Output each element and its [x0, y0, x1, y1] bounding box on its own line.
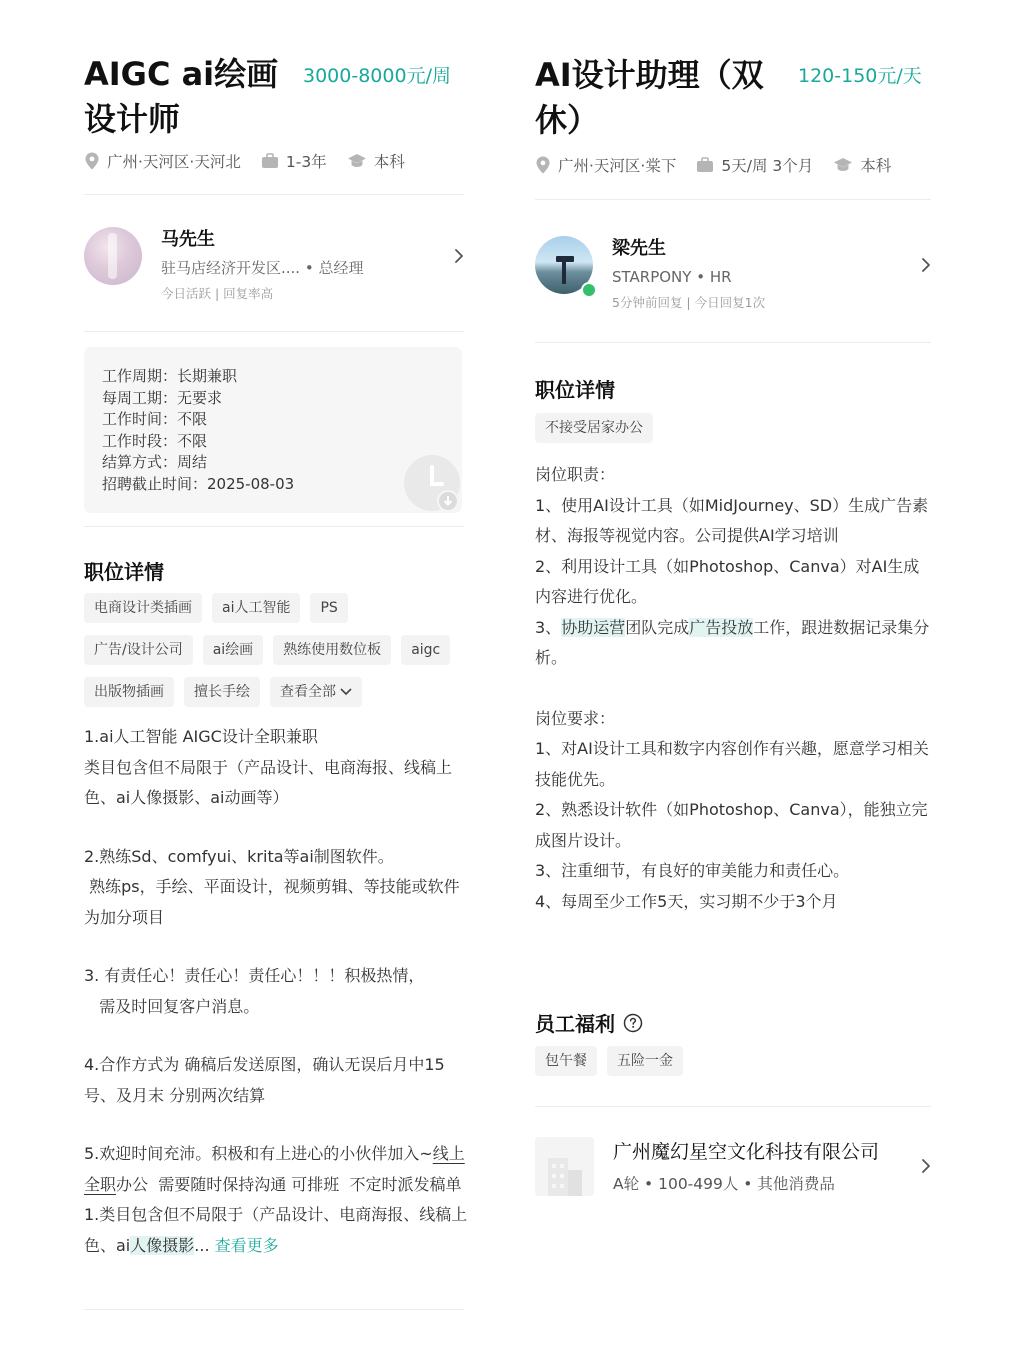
- chevron-down-icon: [340, 688, 352, 696]
- desc-line: 熟练ps，手绘、平面设计，视频剪辑、等技能或软件为加分项目: [84, 877, 460, 927]
- job-title-line2: 休）: [535, 101, 600, 139]
- recruiter-company-role: STARPONY • HR: [612, 268, 732, 286]
- see-all-tags-button[interactable]: [270, 677, 362, 707]
- tag: ai人工智能: [212, 593, 300, 623]
- tag: 广告/设计公司: [84, 635, 193, 665]
- chevron-right-icon[interactable]: [921, 257, 931, 273]
- job-meta: [84, 150, 425, 172]
- job-description: [84, 722, 468, 1261]
- education-text: 本科: [860, 157, 892, 175]
- info-row: 招聘截止时间：2025-08-03: [102, 474, 295, 493]
- highlight-text: 协助运营: [561, 617, 626, 637]
- info-row: 工作周期：长期兼职: [102, 367, 238, 385]
- divider: [535, 199, 931, 200]
- highlight-text: 人像摄影: [130, 1235, 195, 1255]
- job-description: [535, 460, 931, 917]
- skill-tags: [84, 593, 468, 719]
- desc-line: 4.合作方式为 确稿后发送原图，确认无误后月中15号、及月末 分别两次结算: [84, 1055, 445, 1105]
- tag: 五险一金: [607, 1046, 683, 1076]
- highlight-text: 广告投放: [689, 617, 754, 637]
- job-meta: [535, 154, 911, 176]
- briefcase-icon: [261, 153, 279, 169]
- desc-line: 3、协助运营团队完成广告投放工作，跟进数据记录集分析。: [535, 617, 930, 667]
- avatar: [535, 236, 593, 294]
- recruiter-name: 梁先生: [612, 238, 666, 259]
- location-text: 广州·天河区·棠下: [558, 157, 677, 175]
- company-info: A轮 • 100-499人 • 其他消费品: [613, 1175, 835, 1193]
- tag: 不接受居家办公: [535, 413, 653, 443]
- education-text: 本科: [373, 153, 405, 171]
- job-title: [535, 53, 764, 143]
- section-title: 职位详情: [84, 560, 164, 584]
- recruiter-name: 马先生: [161, 229, 215, 250]
- divider: [535, 342, 931, 343]
- building-icon: [542, 1152, 588, 1196]
- section-title: 职位详情: [535, 378, 615, 402]
- desc-line: 1.ai人工智能 AIGC设计全职兼职: [84, 727, 318, 746]
- info-row: 工作时段：不限: [102, 431, 208, 450]
- tag: 出版物插画: [84, 677, 174, 707]
- desc-line: 1.类目包含但不局限于（产品设计、电商海报、线稿上色、ai人像摄影... 查看更多: [84, 1205, 468, 1255]
- benefits-section-title: [535, 1008, 643, 1037]
- help-icon[interactable]: [623, 1013, 643, 1033]
- desc-line: 2、熟悉设计软件（如Photoshop、Canva），能独立完成图片设计。: [535, 800, 928, 850]
- experience-text: 1-3年: [285, 153, 327, 171]
- salary: 120-150元/天: [798, 65, 922, 87]
- divider: [535, 1106, 931, 1107]
- desc-line: 3. 有责任心！责任心！责任心！！！积极热情，: [84, 966, 425, 985]
- tag: 电商设计类插画: [84, 593, 202, 623]
- avatar: [84, 227, 142, 285]
- work-info-box: [84, 347, 462, 513]
- location-text: 广州·天河区·天河北: [107, 153, 241, 171]
- company-name: 广州魔幻星空文化科技有限公司: [613, 1141, 880, 1163]
- clock-icon: [402, 453, 462, 513]
- recruiter-activity: 今日活跃 | 回复率高: [161, 286, 274, 301]
- desc-line: 2.熟练Sd、comfyui、krita等ai制图软件。: [84, 846, 394, 866]
- salary: 3000-8000元/周: [303, 65, 451, 87]
- recruiter-company-role: 驻马店经济开发区.... • 总经理: [161, 259, 364, 277]
- benefit-tags: [535, 1046, 919, 1088]
- desc-line: 5.欢迎时间充沛。积极和有上进心的小伙伴加入~线上全职办公 需要随时保持沟通 可排班 不定时派发稿单: [84, 1144, 465, 1194]
- graduation-cap-icon: [347, 153, 367, 169]
- recruiter-card[interactable]: [535, 236, 765, 311]
- tag: aigc: [401, 635, 450, 665]
- underlined-text: 线上全职: [84, 1144, 465, 1194]
- info-row: 每周工期：无要求: [102, 388, 223, 407]
- see-all-label: 查看全部: [280, 684, 336, 700]
- job-title-line1: AIGC ai绘画: [84, 55, 279, 93]
- desc-line: 1、对AI设计工具和数字内容创作有兴趣，愿意学习相关技能优先。: [535, 739, 929, 789]
- divider: [84, 1309, 464, 1310]
- desc-line: 类目包含但不局限于（产品设计、电商海报、线稿上色、ai人像摄影、ai动画等）: [84, 757, 453, 807]
- recruiter-activity: 5分钟前回复 | 今日回复1次: [612, 295, 766, 310]
- see-more-link[interactable]: 查看更多: [214, 1235, 279, 1255]
- job-title: [84, 52, 278, 142]
- tag: 包午餐: [535, 1046, 597, 1076]
- tag: ai绘画: [203, 635, 263, 665]
- chevron-right-icon[interactable]: [454, 248, 464, 264]
- schedule-text: 5天/周 3个月: [721, 157, 814, 175]
- info-row: 结算方式：周结: [102, 453, 208, 472]
- graduation-cap-icon: [833, 157, 853, 173]
- tag: 擅长手绘: [184, 677, 260, 707]
- info-row: 工作时间：不限: [102, 410, 208, 429]
- location-icon: [535, 156, 551, 174]
- desc-line: 1、使用AI设计工具（如MidJourney、SD）生成广告素材、海报等视觉内容。公司提供AI学习培训: [535, 495, 929, 545]
- desc-line: 2、利用设计工具（如Photoshop、Canva）对AI生成内容进行优化。: [535, 556, 920, 606]
- company-logo: [535, 1137, 594, 1196]
- benefits-title: 员工福利: [535, 1012, 615, 1036]
- tag: 熟练使用数位板: [273, 635, 391, 665]
- divider: [84, 526, 464, 527]
- duties-title: 岗位职责：: [535, 465, 616, 484]
- divider: [84, 331, 464, 332]
- job-tags: [535, 413, 919, 455]
- job-title-line1: AI设计助理（双: [535, 56, 764, 94]
- recruiter-card[interactable]: [84, 227, 363, 302]
- desc-line: 3、注重细节，有良好的审美能力和责任心。: [535, 861, 850, 880]
- desc-line: 4、每周至少工作5天，实习期不少于3个月: [535, 891, 838, 911]
- job-title-line2: 设计师: [84, 100, 181, 138]
- chevron-right-icon[interactable]: [921, 1158, 931, 1174]
- tag: PS: [310, 593, 347, 623]
- briefcase-icon: [696, 157, 714, 173]
- location-icon: [84, 152, 100, 170]
- divider: [84, 194, 464, 195]
- desc-line: 需及时回复客户消息。: [84, 996, 260, 1016]
- requirements-title: 岗位要求：: [535, 708, 616, 728]
- company-card[interactable]: [535, 1137, 931, 1196]
